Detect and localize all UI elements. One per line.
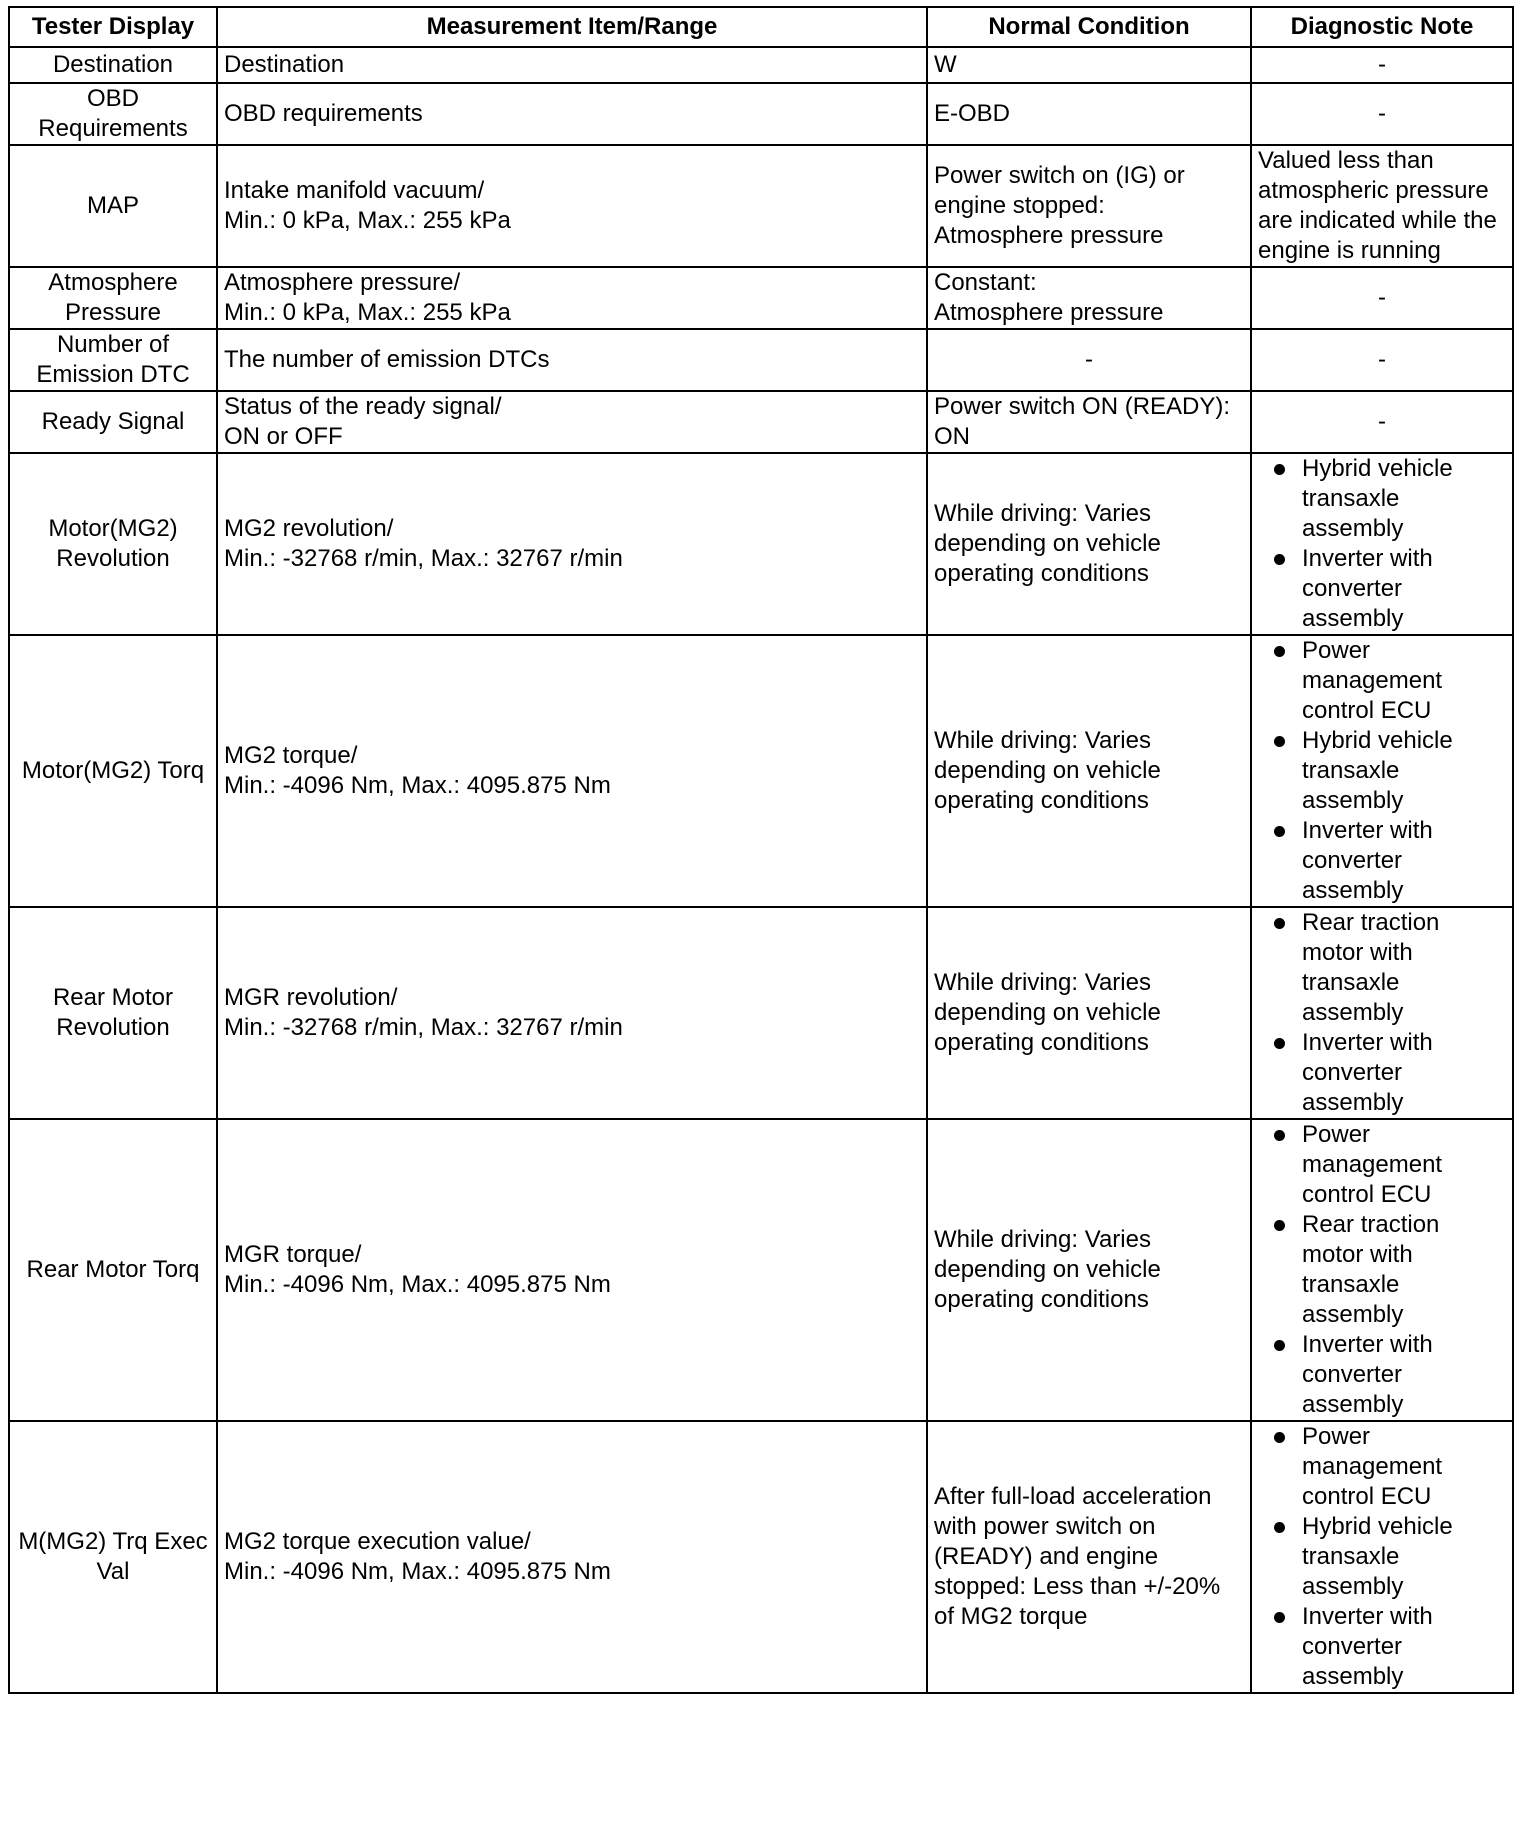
cell-text-line: OBD requirements xyxy=(224,100,423,127)
cell-normal-condition xyxy=(927,391,1251,453)
table-row xyxy=(9,329,1513,391)
cell-tester-display xyxy=(9,907,217,1119)
header-measurement: Measurement Item/Range xyxy=(217,7,927,47)
note-bullet-list xyxy=(1258,454,1506,634)
list-item xyxy=(1258,1422,1506,1512)
cell-text-line: - xyxy=(1378,408,1386,435)
cell-diagnostic-note xyxy=(1251,145,1513,267)
cell-text-line: After full-load acceleration xyxy=(934,1483,1212,1510)
cell-text-line: W xyxy=(934,51,957,78)
cell-text-line: Power xyxy=(1302,1121,1371,1148)
cell-text-line: atmospheric pressure xyxy=(1258,177,1489,204)
cell-text-line: MAP xyxy=(86,192,139,219)
list-item xyxy=(1258,908,1506,1028)
cell-text-line: management xyxy=(1302,667,1443,694)
cell-normal-condition xyxy=(927,1119,1251,1421)
bullet-icon xyxy=(1274,918,1285,929)
cell-text-line: Inverter with xyxy=(1302,1029,1433,1056)
cell-text-line: Number of xyxy=(56,331,170,358)
cell-normal-condition xyxy=(927,907,1251,1119)
cell-text-line: control ECU xyxy=(1302,697,1432,724)
cell-text-line: of MG2 torque xyxy=(934,1603,1088,1630)
cell-text-line: Requirements xyxy=(38,115,188,142)
cell-text-line: Intake manifold vacuum/ xyxy=(224,177,485,204)
table-row xyxy=(9,267,1513,329)
table-row xyxy=(9,47,1513,83)
table-row xyxy=(9,1119,1513,1421)
cell-normal-condition xyxy=(927,145,1251,267)
cell-text-line: Status of the ready signal/ xyxy=(224,393,502,420)
cell-text-line: While driving: Varies xyxy=(934,969,1151,996)
bullet-icon xyxy=(1274,1612,1285,1623)
list-item xyxy=(1258,454,1506,544)
cell-text-line: control ECU xyxy=(1302,1483,1432,1510)
bullet-icon xyxy=(1274,1340,1285,1351)
cell-text-line: Rear traction xyxy=(1302,909,1440,936)
cell-text-line: Valued less than xyxy=(1258,147,1434,174)
cell-text-line: converter xyxy=(1302,1361,1403,1388)
cell-diagnostic-note xyxy=(1251,453,1513,635)
table-row xyxy=(9,145,1513,267)
cell-text-line: Constant: xyxy=(934,269,1037,296)
cell-diagnostic-note xyxy=(1251,329,1513,391)
cell-text-line: converter xyxy=(1302,1059,1403,1086)
cell-normal-condition xyxy=(927,635,1251,907)
cell-text-line: assembly xyxy=(1302,787,1404,814)
cell-measurement xyxy=(217,267,927,329)
cell-normal-condition xyxy=(927,1421,1251,1693)
cell-tester-display xyxy=(9,453,217,635)
cell-text-line: depending on vehicle xyxy=(934,757,1161,784)
cell-text-line: - xyxy=(1378,51,1386,78)
cell-text-line: are indicated while the xyxy=(1258,207,1497,234)
cell-text-line: assembly xyxy=(1302,1301,1404,1328)
cell-diagnostic-note xyxy=(1251,1119,1513,1421)
cell-normal-condition xyxy=(927,267,1251,329)
bullet-icon xyxy=(1274,1220,1285,1231)
cell-tester-display xyxy=(9,1421,217,1693)
cell-measurement xyxy=(217,1421,927,1693)
note-bullet-list xyxy=(1258,1422,1506,1692)
cell-text-line: OBD xyxy=(86,85,139,112)
cell-text-line: converter xyxy=(1302,1633,1403,1660)
cell-measurement xyxy=(217,83,927,145)
cell-text-line: converter xyxy=(1302,847,1403,874)
cell-diagnostic-note xyxy=(1251,907,1513,1119)
list-item xyxy=(1258,726,1506,816)
cell-normal-condition xyxy=(927,453,1251,635)
cell-text-line: motor with xyxy=(1302,1241,1413,1268)
cell-text-line: management xyxy=(1302,1453,1443,1480)
list-item xyxy=(1258,816,1506,906)
cell-tester-display xyxy=(9,83,217,145)
cell-text-line: - xyxy=(1378,346,1386,373)
table-row xyxy=(9,83,1513,145)
table-row xyxy=(9,1421,1513,1693)
cell-text-line: assembly xyxy=(1302,1391,1404,1418)
cell-text-line: assembly xyxy=(1302,1089,1404,1116)
cell-normal-condition xyxy=(927,83,1251,145)
header-row xyxy=(9,7,1513,47)
cell-tester-display xyxy=(9,47,217,83)
cell-text-line: control ECU xyxy=(1302,1181,1432,1208)
cell-tester-display xyxy=(9,145,217,267)
cell-text-line: Revolution xyxy=(56,1014,170,1041)
cell-text-line: The number of emission DTCs xyxy=(224,346,550,373)
cell-text-line: assembly xyxy=(1302,1663,1404,1690)
note-bullet-list xyxy=(1258,636,1506,906)
bullet-icon xyxy=(1274,464,1285,475)
cell-text-line: Motor(MG2) xyxy=(48,515,178,542)
cell-text-line: Inverter with xyxy=(1302,1331,1433,1358)
cell-diagnostic-note xyxy=(1251,635,1513,907)
table-row xyxy=(9,453,1513,635)
cell-measurement xyxy=(217,907,927,1119)
cell-text-line: Hybrid vehicle xyxy=(1302,455,1453,482)
bullet-icon xyxy=(1274,554,1285,565)
cell-text-line: Hybrid vehicle xyxy=(1302,1513,1453,1540)
cell-text-line: Rear traction xyxy=(1302,1211,1440,1238)
cell-text-line: Inverter with xyxy=(1302,817,1433,844)
cell-text-line: Min.: -32768 r/min, Max.: 32767 r/min xyxy=(224,1014,623,1041)
bullet-icon xyxy=(1274,736,1285,747)
cell-text-line: transaxle xyxy=(1302,1543,1400,1570)
cell-text-line: Inverter with xyxy=(1302,1603,1433,1630)
cell-text-line: Emission DTC xyxy=(36,361,190,388)
cell-text-line: While driving: Varies xyxy=(934,500,1151,527)
cell-text-line: - xyxy=(1085,346,1093,373)
cell-text-line: converter xyxy=(1302,575,1403,602)
cell-text-line: management xyxy=(1302,1151,1443,1178)
cell-text-line: Power xyxy=(1302,1423,1371,1450)
cell-text-line: Min.: 0 kPa, Max.: 255 kPa xyxy=(224,207,511,234)
cell-text-line: assembly xyxy=(1302,1573,1404,1600)
cell-text-line: assembly xyxy=(1302,605,1404,632)
cell-text-line: transaxle xyxy=(1302,485,1400,512)
bullet-icon xyxy=(1274,1038,1285,1049)
header-diagnostic-note: Diagnostic Note xyxy=(1251,7,1513,47)
list-item xyxy=(1258,1210,1506,1330)
cell-normal-condition xyxy=(927,47,1251,83)
cell-text-line: Revolution xyxy=(56,545,170,572)
cell-text-line: Motor(MG2) Torq xyxy=(21,757,205,784)
cell-text-line: Atmosphere pressure xyxy=(934,299,1164,326)
cell-diagnostic-note xyxy=(1251,47,1513,83)
cell-diagnostic-note xyxy=(1251,267,1513,329)
cell-text-line: Power switch on (IG) or xyxy=(934,162,1185,189)
cell-text-line: While driving: Varies xyxy=(934,727,1151,754)
list-item xyxy=(1258,1120,1506,1210)
cell-text-line: Min.: -4096 Nm, Max.: 4095.875 Nm xyxy=(224,1271,611,1298)
cell-diagnostic-note xyxy=(1251,83,1513,145)
cell-text-line: engine stopped: xyxy=(934,192,1105,219)
cell-text-line: - xyxy=(1378,100,1386,127)
cell-text-line: While driving: Varies xyxy=(934,1226,1151,1253)
cell-measurement xyxy=(217,329,927,391)
bullet-icon xyxy=(1274,1432,1285,1443)
cell-text-line: operating conditions xyxy=(934,1286,1149,1313)
cell-diagnostic-note xyxy=(1251,1421,1513,1693)
cell-text-line: Rear Motor Torq xyxy=(26,1256,200,1283)
cell-text-line: M(MG2) Trq Exec xyxy=(18,1528,208,1555)
cell-text-line: Atmosphere pressure xyxy=(934,222,1164,249)
data-list-table xyxy=(8,6,1514,1694)
cell-text-line: Atmosphere xyxy=(48,269,178,296)
list-item xyxy=(1258,1512,1506,1602)
list-item xyxy=(1258,1602,1506,1692)
cell-text-line: depending on vehicle xyxy=(934,999,1161,1026)
cell-text-line: stopped: Less than +/-20% xyxy=(934,1573,1221,1600)
cell-measurement xyxy=(217,453,927,635)
cell-text-line: Min.: -4096 Nm, Max.: 4095.875 Nm xyxy=(224,1558,611,1585)
cell-text-line: - xyxy=(1378,284,1386,311)
table-row xyxy=(9,907,1513,1119)
bullet-icon xyxy=(1274,1522,1285,1533)
cell-text-line: Min.: -4096 Nm, Max.: 4095.875 Nm xyxy=(224,772,611,799)
cell-text-line: transaxle xyxy=(1302,1271,1400,1298)
header-tester-display: Tester Display xyxy=(9,7,217,47)
cell-text-line: Destination xyxy=(52,51,174,78)
cell-text-line: MG2 revolution/ xyxy=(224,515,394,542)
cell-text-line: assembly xyxy=(1302,515,1404,542)
cell-text-line: Min.: -32768 r/min, Max.: 32767 r/min xyxy=(224,545,623,572)
cell-text-line: Rear Motor xyxy=(52,984,174,1011)
cell-text-line: engine is running xyxy=(1258,237,1441,264)
cell-text-line: Power xyxy=(1302,637,1371,664)
note-bullet-list xyxy=(1258,1120,1506,1420)
cell-text-line: MGR torque/ xyxy=(224,1241,362,1268)
cell-text-line: Hybrid vehicle xyxy=(1302,727,1453,754)
cell-measurement xyxy=(217,47,927,83)
table-body xyxy=(9,47,1513,1693)
cell-text-line: Ready Signal xyxy=(41,408,185,435)
cell-text-line: transaxle xyxy=(1302,969,1400,996)
cell-text-line: Atmosphere pressure/ xyxy=(224,269,461,296)
cell-text-line: operating conditions xyxy=(934,787,1149,814)
cell-text-line: with power switch on xyxy=(934,1513,1156,1540)
cell-text-line: Inverter with xyxy=(1302,545,1433,572)
cell-tester-display xyxy=(9,635,217,907)
cell-text-line: assembly xyxy=(1302,999,1404,1026)
list-item xyxy=(1258,636,1506,726)
cell-text-line: MGR revolution/ xyxy=(224,984,398,1011)
header-normal-condition: Normal Condition xyxy=(927,7,1251,47)
cell-text-line: Val xyxy=(96,1558,130,1585)
cell-text-line: Power switch ON (READY): xyxy=(934,393,1231,420)
cell-text-line: operating conditions xyxy=(934,560,1149,587)
list-item xyxy=(1258,1330,1506,1420)
list-item xyxy=(1258,1028,1506,1118)
cell-text-line: MG2 torque/ xyxy=(224,742,358,769)
note-bullet-list xyxy=(1258,908,1506,1118)
cell-tester-display xyxy=(9,267,217,329)
cell-tester-display xyxy=(9,1119,217,1421)
cell-text-line: Pressure xyxy=(64,299,162,326)
cell-diagnostic-note xyxy=(1251,391,1513,453)
list-item xyxy=(1258,544,1506,634)
cell-text-line: E-OBD xyxy=(934,100,1011,127)
cell-text-line: depending on vehicle xyxy=(934,1256,1161,1283)
cell-text-line: (READY) and engine xyxy=(934,1543,1159,1570)
bullet-icon xyxy=(1274,1130,1285,1141)
cell-tester-display xyxy=(9,329,217,391)
cell-measurement xyxy=(217,635,927,907)
cell-text-line: Min.: 0 kPa, Max.: 255 kPa xyxy=(224,299,511,326)
cell-measurement xyxy=(217,145,927,267)
table-row xyxy=(9,635,1513,907)
cell-text-line: assembly xyxy=(1302,877,1404,904)
cell-measurement xyxy=(217,1119,927,1421)
bullet-icon xyxy=(1274,646,1285,657)
cell-text-line: operating conditions xyxy=(934,1029,1149,1056)
cell-tester-display xyxy=(9,391,217,453)
cell-text-line: depending on vehicle xyxy=(934,530,1161,557)
cell-normal-condition xyxy=(927,329,1251,391)
cell-text-line: ON xyxy=(934,423,970,450)
cell-text-line: MG2 torque execution value/ xyxy=(224,1528,531,1555)
cell-text-line: motor with xyxy=(1302,939,1413,966)
cell-text-line: Destination xyxy=(224,51,345,78)
bullet-icon xyxy=(1274,826,1285,837)
cell-measurement xyxy=(217,391,927,453)
table-row xyxy=(9,391,1513,453)
cell-text-line: transaxle xyxy=(1302,757,1400,784)
cell-text-line: ON or OFF xyxy=(224,423,343,450)
